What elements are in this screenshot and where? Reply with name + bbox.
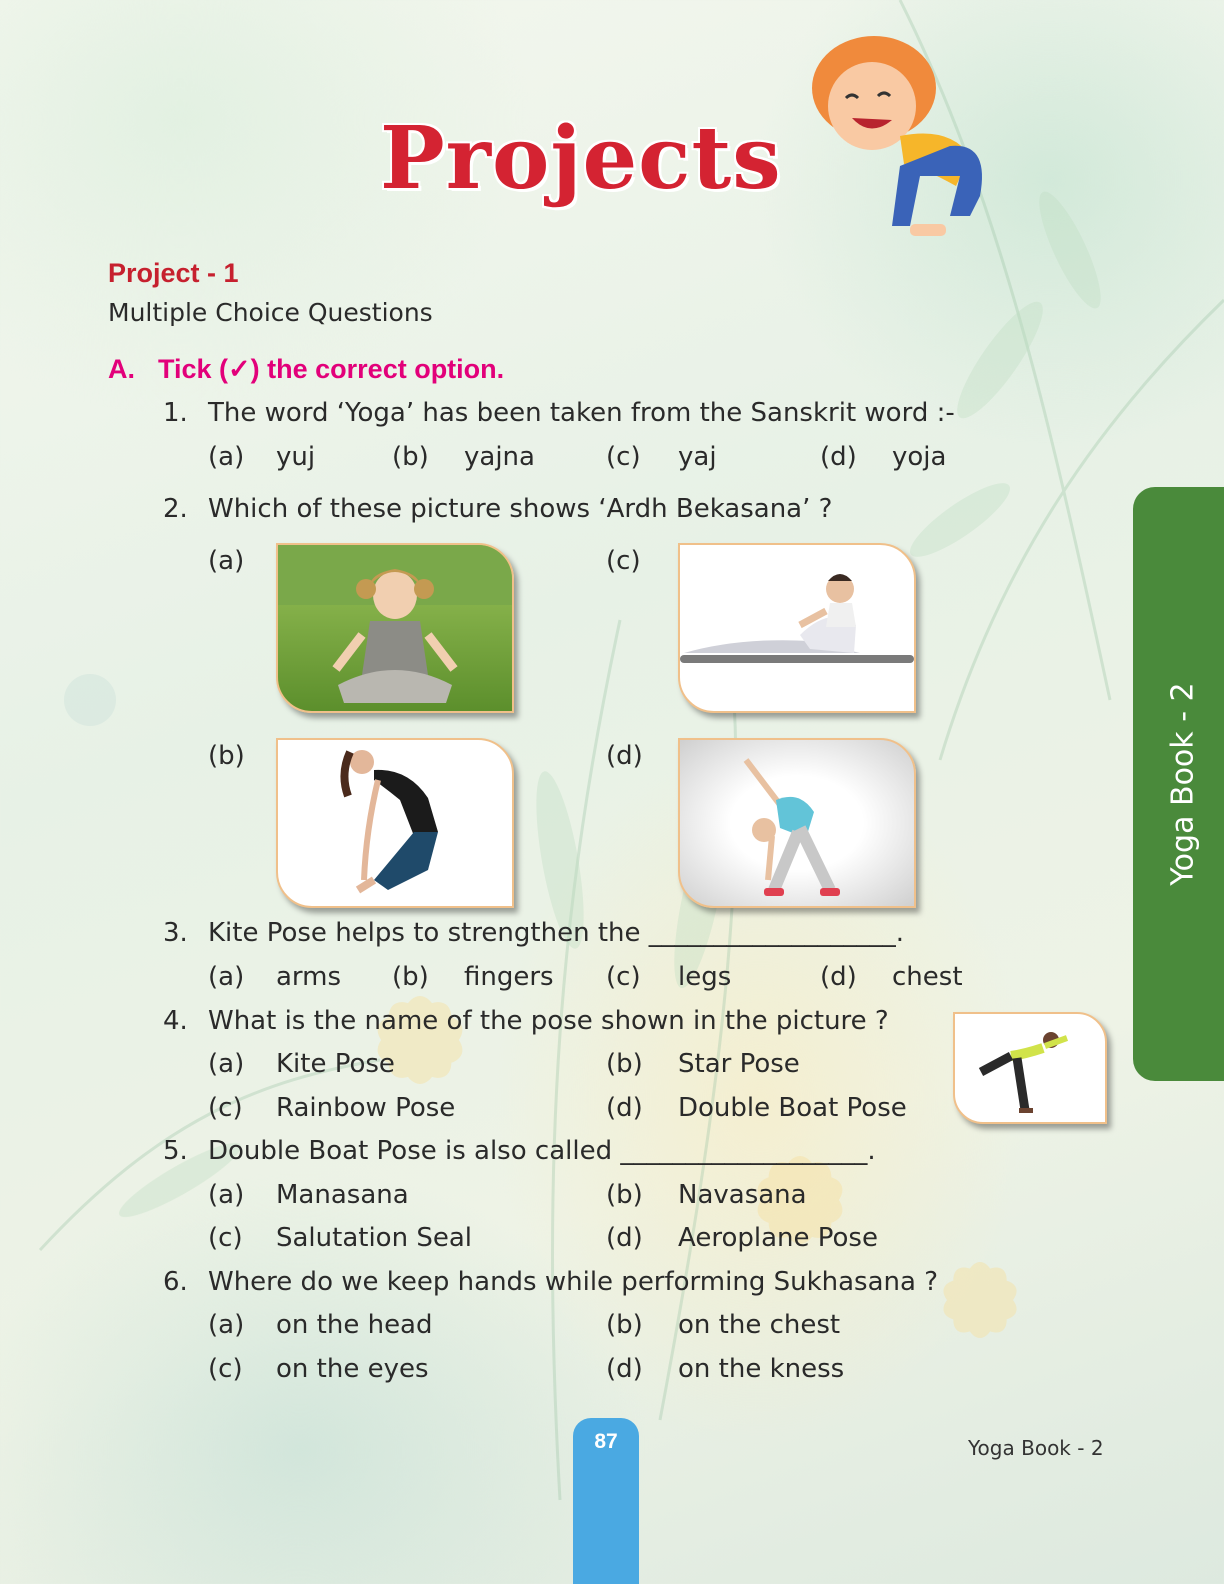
project-heading: Project - 1 [108,258,239,288]
page-number: 87 [594,1430,618,1453]
option-label: (a) [208,442,245,472]
woman-reclining-pose-photo[interactable] [678,543,916,713]
page-title: Projects [380,108,782,209]
option-text: Kite Pose [276,1049,395,1079]
option-4c[interactable] [208,1093,455,1123]
option-label: (b) [606,1310,643,1340]
option-3c[interactable] [606,962,731,992]
option-label: (c) [606,962,641,992]
question-text: Where do we keep hands while performing Sukhasana ? [208,1267,938,1297]
option-label: (c) [208,1093,243,1123]
footer-book-title: Yoga Book - 2 [968,1436,1104,1460]
option-text: yajna [464,442,535,472]
option-3b[interactable] [392,962,554,992]
question-number: 3. [163,918,188,948]
option-label: (d) [606,1093,643,1123]
option-text: legs [678,962,732,992]
option-text: Salutation Seal [276,1223,472,1253]
option-text: yuj [276,442,316,472]
option-1d[interactable] [820,442,946,472]
option-5d[interactable] [606,1223,878,1253]
question-text: Kite Pose helps to strengthen the ___________________. [208,918,905,948]
option-6c[interactable] [208,1354,429,1384]
option-text: chest [892,962,963,992]
option-text: on the eyes [276,1354,429,1384]
option-text: fingers [464,962,554,992]
option-text: on the head [276,1310,433,1340]
option-text: Star Pose [678,1049,800,1079]
question-text: Double Boat Pose is also called ___________________. [208,1136,876,1166]
side-tab [1133,487,1224,1081]
woman-reclining-image [680,545,914,711]
girl-meditating-photo[interactable] [276,543,514,713]
option-6b[interactable] [606,1310,840,1340]
option-2d-label: (d) [606,741,643,771]
option-text: Navasana [678,1180,807,1210]
option-text: yaj [678,442,717,472]
option-label: (a) [208,1180,245,1210]
question-text: Which of these picture shows ‘Ardh Bekasana’ ? [208,494,833,524]
option-2c-label: (c) [606,546,641,576]
girl-balancing-image [955,1014,1105,1122]
option-5a[interactable] [208,1180,409,1210]
option-1b[interactable] [392,442,535,472]
cartoon-boy-bending-icon [800,26,1000,246]
option-label: (d) [820,962,857,992]
question-text: The word ‘Yoga’ has been taken from the Sanskrit word :- [208,398,955,428]
option-label: (a) [208,1310,245,1340]
side-tab-label: Yoga Book - 2 [1165,682,1201,886]
question-number: 2. [163,494,188,524]
option-label: (c) [606,442,641,472]
option-4b[interactable] [606,1049,800,1079]
option-5b[interactable] [606,1180,807,1210]
option-2a-label: (a) [208,546,245,576]
girl-triangle-image [680,740,914,906]
instruction-text: Tick (✓) the correct option. [158,354,505,384]
option-6d[interactable] [606,1354,844,1384]
option-2b-label: (b) [208,741,245,771]
option-text: Aeroplane Pose [678,1223,878,1253]
option-label: (d) [606,1223,643,1253]
option-label: (a) [208,1049,245,1079]
question-number: 1. [163,398,188,428]
option-3d[interactable] [820,962,963,992]
option-label: (a) [208,962,245,992]
page-number-tab [573,1418,639,1584]
option-text: on the chest [678,1310,841,1340]
option-label: (b) [606,1180,643,1210]
option-label: (b) [606,1049,643,1079]
woman-camel-pose-photo[interactable] [276,738,514,908]
option-label: (c) [208,1354,243,1384]
girl-balancing-pose-photo [953,1012,1107,1124]
option-label: (d) [820,442,857,472]
instruction-letter: A. [108,354,135,384]
option-label: (b) [392,442,429,472]
option-3a[interactable] [208,962,341,992]
option-label: (b) [392,962,429,992]
option-4d[interactable] [606,1093,907,1123]
option-text: yoja [892,442,947,472]
option-label: (c) [208,1223,243,1253]
woman-camel-image [278,740,512,906]
option-text: arms [276,962,342,992]
question-number: 5. [163,1136,188,1166]
option-text: on the kness [678,1354,845,1384]
option-1c[interactable] [606,442,717,472]
project-subtitle: Multiple Choice Questions [108,298,433,327]
option-1a[interactable] [208,442,315,472]
option-5c[interactable] [208,1223,472,1253]
girl-triangle-pose-photo[interactable] [678,738,916,908]
option-label: (d) [606,1354,643,1384]
instruction [108,354,504,385]
option-text: Double Boat Pose [678,1093,907,1123]
question-number: 6. [163,1267,188,1297]
option-6a[interactable] [208,1310,433,1340]
question-number: 4. [163,1006,188,1036]
option-4a[interactable] [208,1049,395,1079]
option-text: Manasana [276,1180,409,1210]
question-text: What is the name of the pose shown in the picture ? [208,1006,889,1036]
girl-meditating-image [278,545,512,711]
option-text: Rainbow Pose [276,1093,456,1123]
